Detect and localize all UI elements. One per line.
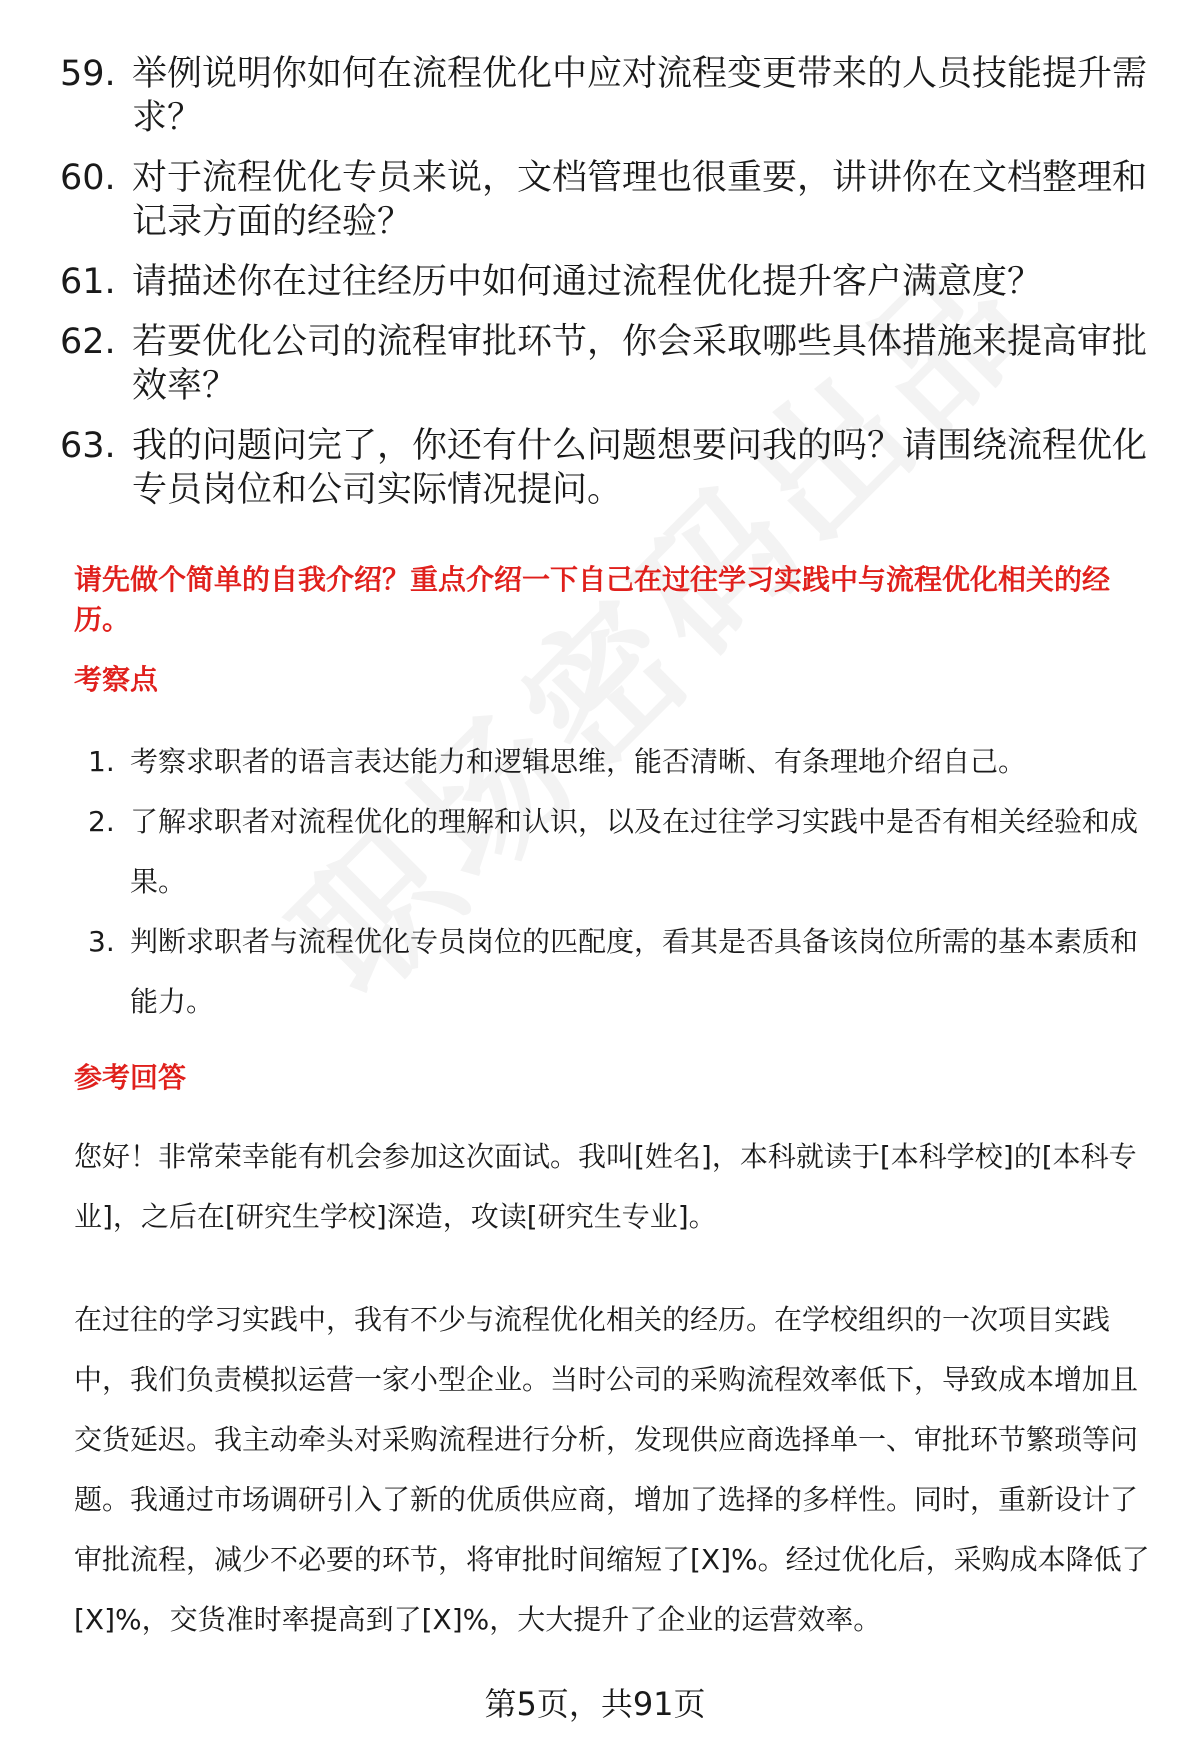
- question-list: [60, 52, 1160, 528]
- question-item: [60, 260, 1160, 304]
- examine-points-list: [88, 732, 1158, 1032]
- section-answer-heading: 参考回答: [74, 1061, 187, 1094]
- question-number: 60.: [60, 158, 116, 198]
- question-item: [60, 52, 1160, 140]
- answer-paragraph: 在过往的学习实践中，我有不少与流程优化相关的经历。在学校组织的一次项目实践中，我们负责模拟运营一家小型企业。当时公司的采购流程效率低下，导致成本增加且交货延迟。我主动牵头对采购流程进行分析，发现供应商选择单一、审批环节繁琐等问题。我通过市场调研引入了新的优质供应商，增加了选择的多样性。同时，重新设计了审批流程，减少不必要的环节，将审批时间缩短了[X]%。经过优化后，采购成本降低了[X]%，交货准时率提高到了[X]%，大大提升了企业的运营效率。: [74, 1303, 1150, 1636]
- page-footer: 第5页，共91页: [484, 1685, 706, 1723]
- question-text: 举例说明你如何在流程优化中应对流程变更带来的人员技能提升需求？: [132, 54, 1148, 138]
- point-number: 2.: [88, 805, 115, 838]
- question-item: [60, 156, 1160, 244]
- question-text: 请描述你在过往经历中如何通过流程优化提升客户满意度？: [132, 262, 1043, 302]
- answer-paragraph: 您好！非常荣幸能有机会参加这次面试。我叫[姓名]，本科就读于[本科学校]的[本科专业]，之后在[研究生学校]深造，攻读[研究生专业]。: [74, 1140, 1137, 1233]
- point-number: 1.: [88, 745, 115, 778]
- question-text: 对于流程优化专员来说，文档管理也很重要，讲讲你在文档整理和记录方面的经验？: [132, 158, 1148, 242]
- question-text: 若要优化公司的流程审批环节，你会采取哪些具体措施来提高审批效率？: [132, 322, 1148, 406]
- question-item: [60, 424, 1160, 512]
- examine-point: [88, 792, 1158, 912]
- question-item: [60, 320, 1160, 408]
- point-text: 了解求职者对流程优化的理解和认识，以及在过往学习实践中是否有相关经验和成果。: [130, 805, 1139, 898]
- question-number: 62.: [60, 322, 116, 362]
- question-number: 61.: [60, 262, 116, 302]
- question-text: 我的问题问完了，你还有什么问题想要问我的吗？请围绕流程优化专员岗位和公司实际情况提问。: [132, 426, 1148, 510]
- point-number: 3.: [88, 925, 115, 958]
- highlight-question: 请先做个简单的自我介绍？重点介绍一下自己在过往学习实践中与流程优化相关的经历。: [74, 563, 1111, 636]
- examine-point: [88, 732, 1158, 792]
- point-text: 判断求职者与流程优化专员岗位的匹配度，看其是否具备该岗位所需的基本素质和能力。: [130, 925, 1139, 1018]
- section-examine-heading: 考察点: [74, 663, 159, 696]
- question-number: 59.: [60, 54, 116, 94]
- question-number: 63.: [60, 426, 116, 466]
- point-text: 考察求职者的语言表达能力和逻辑思维，能否清晰、有条理地介绍自己。: [130, 745, 1027, 778]
- examine-point: [88, 912, 1158, 1032]
